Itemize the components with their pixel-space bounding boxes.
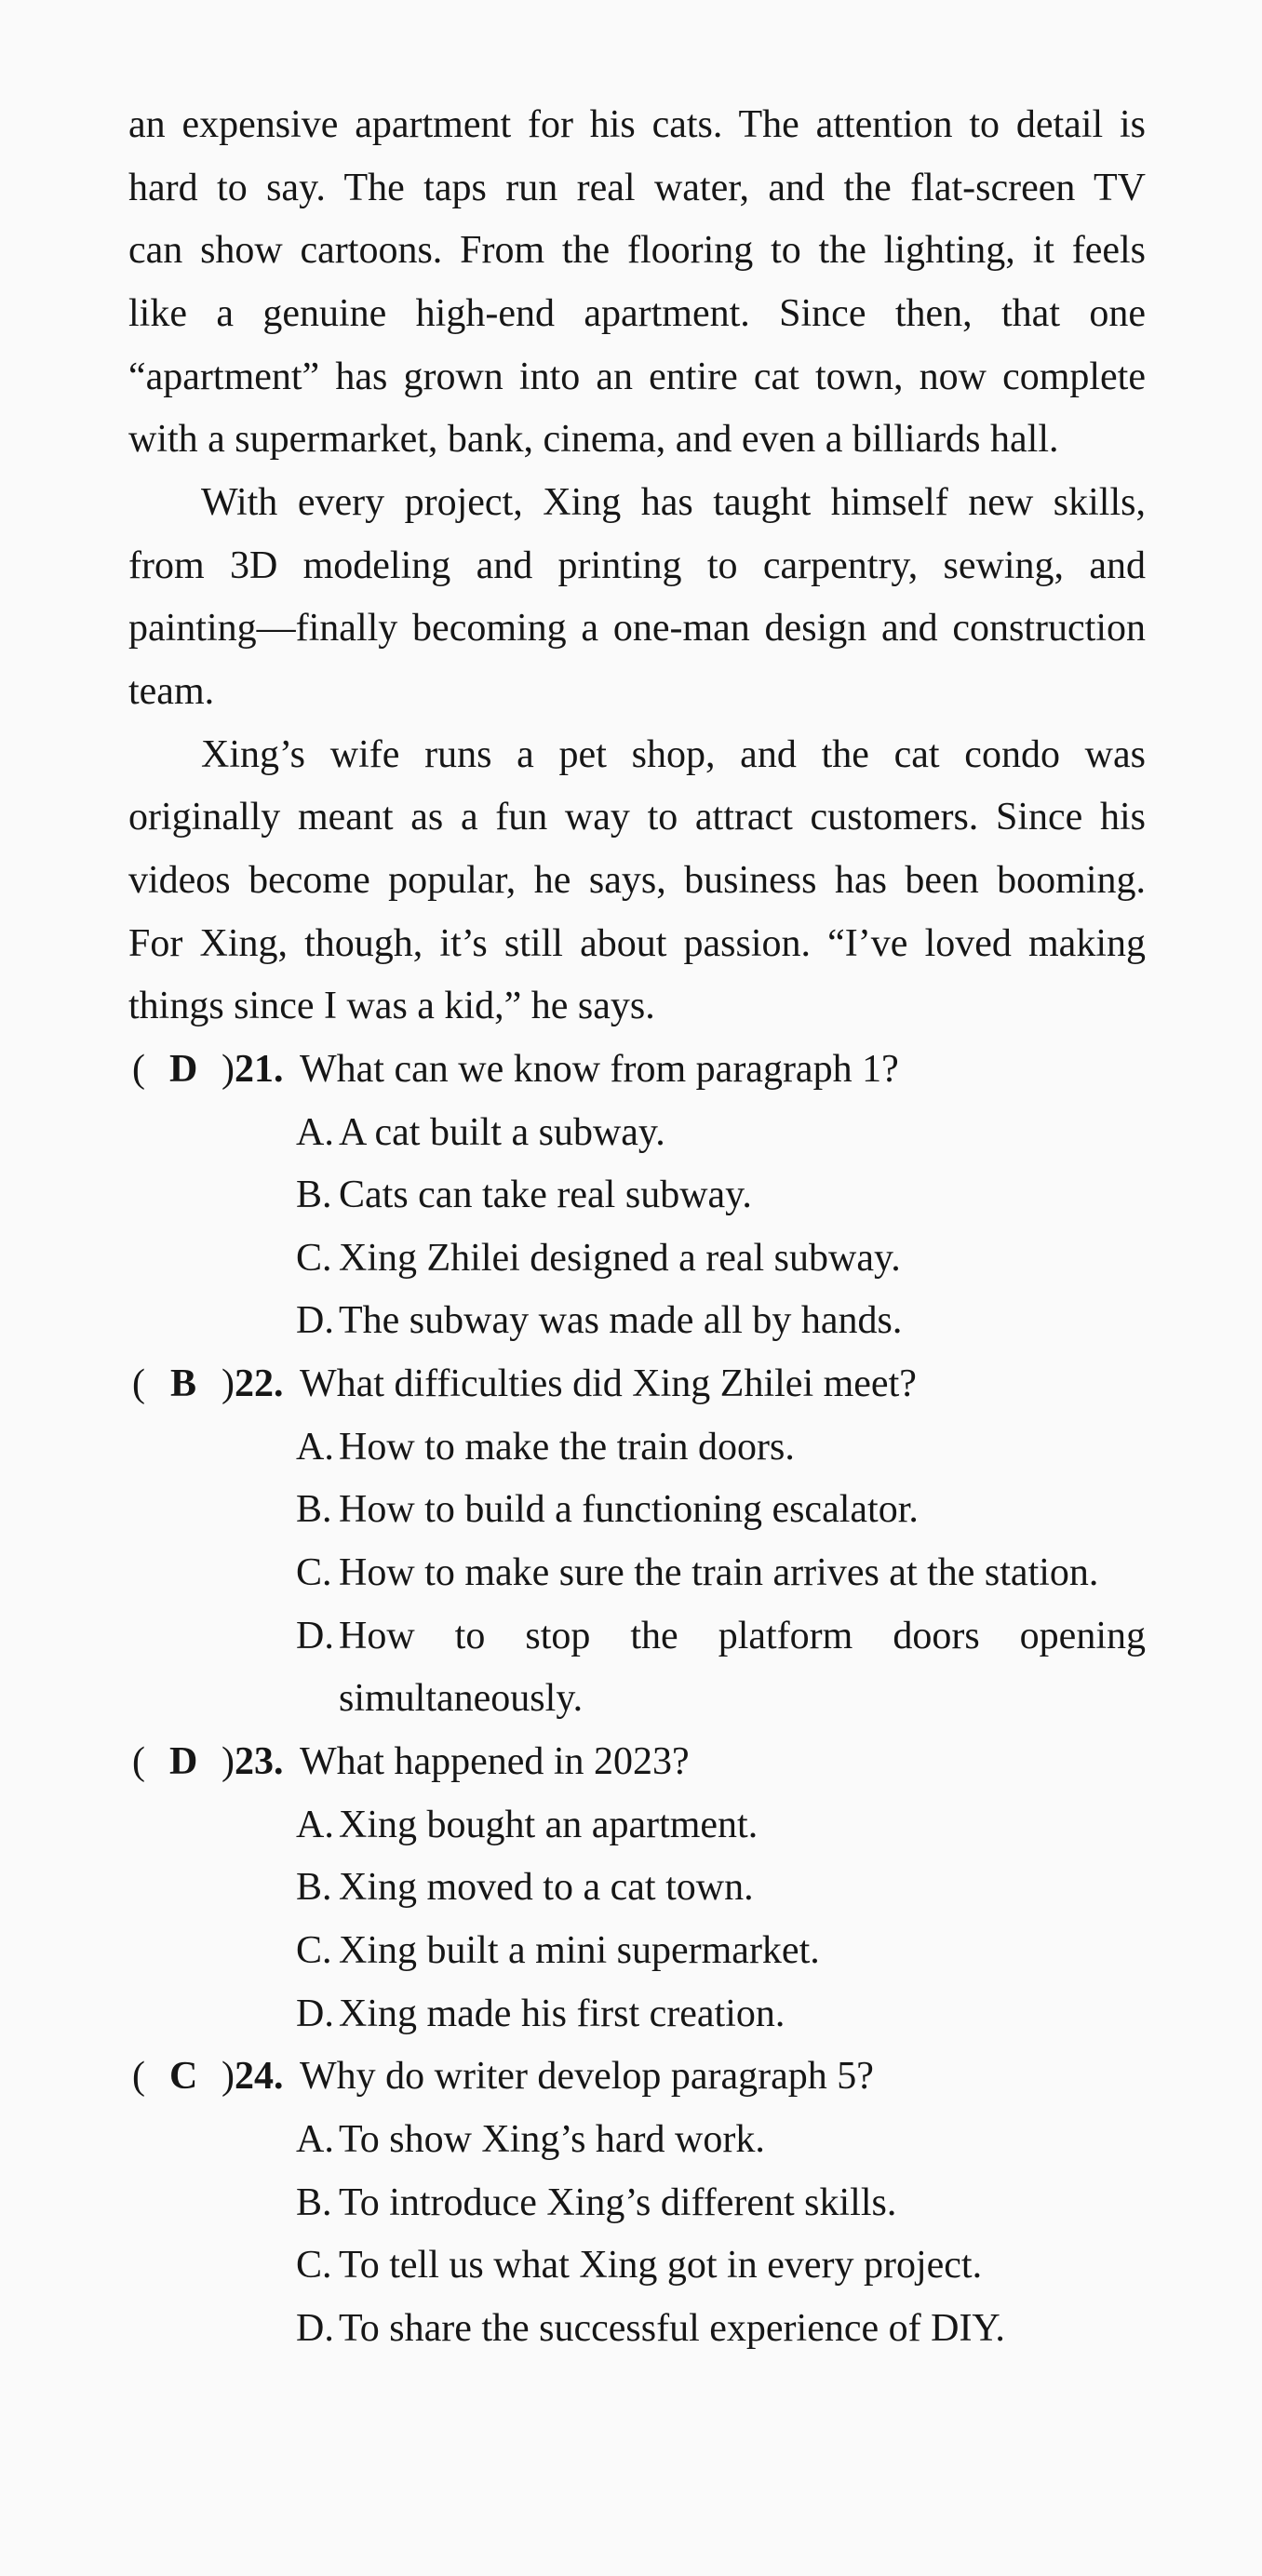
passage-line: things since I was a kid,” he says. (128, 985, 655, 1028)
passage-line: “apartment” has grown into an entire cat town, now complete (128, 355, 1146, 398)
question-prefix (128, 1353, 300, 1416)
answer-bracket-close: ) (222, 2055, 235, 2099)
passage-line: from 3D modeling and printing to carpentry, sewing, and (128, 543, 1146, 587)
passage-line: an expensive apartment for his cats. The attention to detail is (128, 103, 1146, 146)
option-text: Xing bought an apartment. (339, 1803, 759, 1846)
passage-line: For Xing, though, it’s still about passion. “I’ve loved making (128, 921, 1146, 965)
option-c (296, 1542, 1146, 1605)
question-22 (128, 1353, 1146, 1731)
paragraph-pet-shop (128, 724, 1146, 1039)
option-label: B. (296, 1866, 332, 1910)
option-d (296, 1983, 1146, 2046)
answer-bracket-close: ) (222, 1047, 235, 1091)
option-label: D. (296, 2306, 334, 2350)
option-text: Cats can take real subway. (339, 1174, 752, 1217)
passage-line: Xing’s wife runs a pet shop, and the cat condo was (201, 732, 1146, 776)
question-text: What happened in 2023? (300, 1740, 690, 1784)
option-c (296, 2234, 1146, 2298)
option-label: D. (296, 1299, 334, 1343)
option-text: Xing built a mini supermarket. (339, 1929, 820, 1973)
option-label: A. (296, 2118, 334, 2161)
option-text: To share the successful experience of DIY. (339, 2306, 1005, 2350)
passage-line: with a supermarket, bank, cinema, and even a billiards hall. (128, 418, 1059, 462)
passage-line: hard to say. The taps run real water, and the flat-screen TV (128, 166, 1146, 209)
question-number: 24. (235, 2055, 284, 2099)
passage-line: originally meant as a fun way to attract customers. Since his (128, 796, 1146, 839)
option-b (296, 1164, 1146, 1228)
question-text: What difficulties did Xing Zhilei meet? (300, 1362, 917, 1406)
question-number: 23. (235, 1740, 284, 1784)
answer-bracket-close: ) (222, 1362, 235, 1406)
question-line (128, 1039, 1146, 1102)
answer-letter: D (169, 1047, 198, 1091)
option-text: To show Xing’s hard work. (339, 2118, 765, 2161)
question-line (128, 1353, 1146, 1416)
passage-line: videos become popular, he says, business has been booming. (128, 858, 1146, 902)
question-line (128, 2046, 1146, 2109)
paragraph-continued (128, 94, 1146, 472)
option-c (296, 1920, 1146, 1983)
question-text: Why do writer develop paragraph 5? (300, 2055, 874, 2099)
passage-line: can show cartoons. From the flooring to the lighting, it feels (128, 229, 1146, 273)
option-c (296, 1228, 1146, 1291)
question-prefix (128, 2046, 300, 2109)
option-text: Xing Zhilei designed a real subway. (339, 1236, 901, 1280)
option-b (296, 2172, 1146, 2235)
option-text: How to build a functioning escalator. (339, 1488, 919, 1532)
option-a (296, 1416, 1146, 1480)
passage-line: like a genuine high-end apartment. Since then, that one (128, 291, 1146, 335)
option-b (296, 1479, 1146, 1542)
answer-bracket-open: ( (132, 2055, 145, 2099)
option-label: B. (296, 1174, 332, 1217)
option-d (296, 1290, 1146, 1353)
option-text: How to make the train doors. (339, 1425, 795, 1469)
answer-letter: B (169, 1362, 196, 1406)
answer-bracket-open: ( (132, 1740, 145, 1784)
option-a (296, 1102, 1146, 1165)
question-number: 22. (235, 1362, 284, 1406)
question-line (128, 1731, 1146, 1794)
passage-line: team. (128, 669, 215, 713)
answer-letter: C (169, 2055, 198, 2099)
reading-passage (128, 94, 1146, 1039)
question-21 (128, 1039, 1146, 1353)
option-label: A. (296, 1110, 334, 1154)
option-text: To introduce Xing’s different skills. (339, 2180, 897, 2224)
option-label: A. (296, 1803, 334, 1846)
option-label: B. (296, 1488, 332, 1532)
question-23 (128, 1731, 1146, 2046)
option-b (296, 1857, 1146, 1920)
option-label: B. (296, 2180, 332, 2224)
option-label: D. (296, 1614, 334, 1657)
question-prefix (128, 1731, 300, 1794)
option-text: The subway was made all by hands. (339, 1299, 903, 1343)
option-text: How to make sure the train arrives at the station. (339, 1551, 1099, 1595)
answer-bracket-open: ( (132, 1047, 145, 1091)
question-24 (128, 2046, 1146, 2360)
option-d (296, 1605, 1146, 1731)
question-prefix (128, 1039, 300, 1102)
answer-bracket-close: ) (222, 1740, 235, 1784)
option-text: Xing moved to a cat town. (339, 1866, 754, 1910)
option-a (296, 1794, 1146, 1858)
option-label: C. (296, 1236, 332, 1280)
passage-line: With every project, Xing has taught himself new skills, (201, 480, 1146, 524)
option-label: A. (296, 1425, 334, 1469)
option-text: Xing made his first creation. (339, 1992, 785, 2035)
option-text: How to stop the platform doors opening simultaneously. (339, 1614, 1146, 1721)
option-label: C. (296, 1551, 332, 1595)
answer-letter: D (169, 1740, 198, 1784)
paragraph-skills (128, 472, 1146, 724)
option-text: A cat built a subway. (339, 1110, 665, 1154)
page-content (128, 94, 1146, 2361)
option-label: C. (296, 1929, 332, 1973)
option-d (296, 2298, 1146, 2361)
option-label: C. (296, 2244, 332, 2288)
question-text: What can we know from paragraph 1? (300, 1047, 899, 1091)
passage-line: painting—finally becoming a one-man design and construction (128, 607, 1146, 651)
option-text: To tell us what Xing got in every project. (339, 2244, 983, 2288)
answer-bracket-open: ( (132, 1362, 145, 1406)
question-number: 21. (235, 1047, 284, 1091)
option-label: D. (296, 1992, 334, 2035)
option-a (296, 2109, 1146, 2172)
